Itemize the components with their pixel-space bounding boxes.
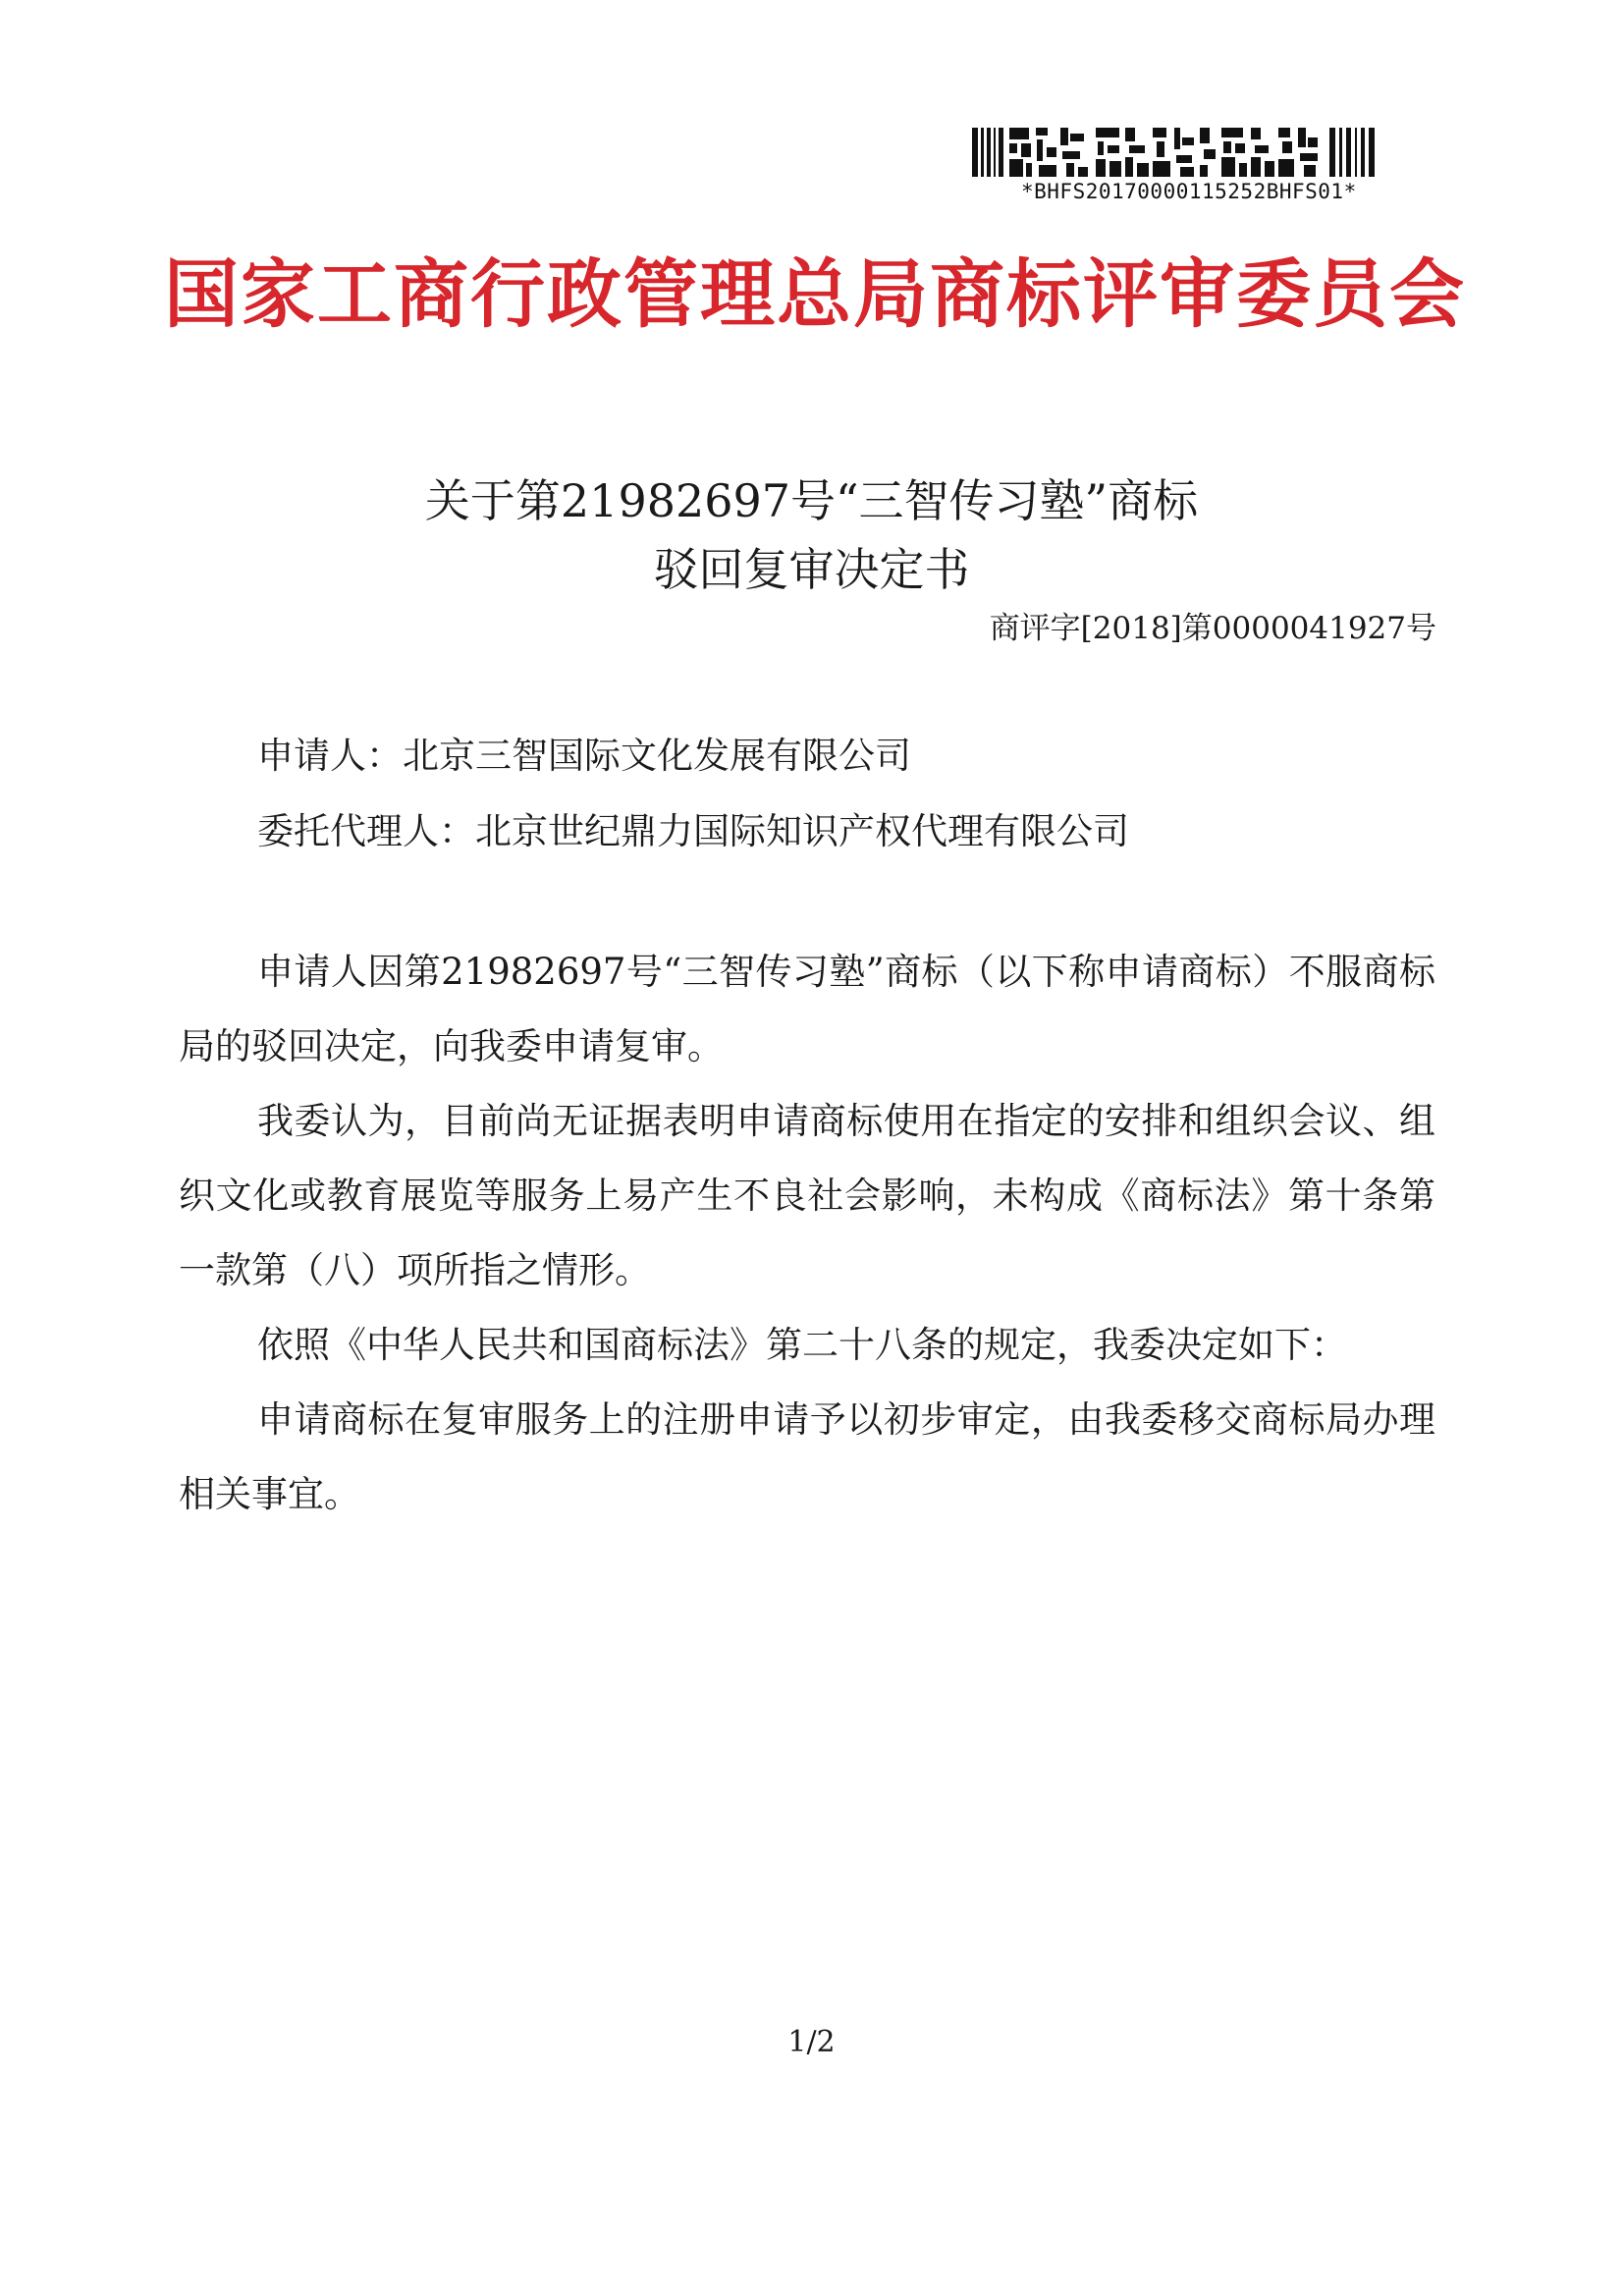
paragraph-legal-basis: 依照《中华人民共和国商标法》第二十八条的规定，我委决定如下： (257, 1324, 1347, 1366)
decision-body (179, 935, 1435, 1532)
paragraph-background: 申请人因第21982697号“三智传习塾”商标（以下称申请商标）不服商标局的驳回决定，向我委申请复审。 (179, 951, 1435, 1067)
reference-number: 商评字[2018]第0000041927号 (989, 611, 1436, 646)
page-number: 1/2 (787, 2025, 836, 2059)
paragraph-reasoning: 我委认为，目前尚无证据表明申请商标使用在指定的安排和组织会议、组织文化或教育展览等服务上易产生不良社会影响，未构成《商标法》第十条第一款第（八）项所指之情形。 (179, 1100, 1435, 1291)
organization-title: 国家工商行政管理总局商标评审委员会 (164, 250, 1466, 338)
document-title-line2: 驳回复审决定书 (653, 543, 970, 596)
barcode-number: *BHFS20170000115252BHFS01* (1021, 180, 1357, 203)
barcode (972, 128, 1384, 177)
agent: 委托代理人：北京世纪鼎力国际知识产权代理有限公司 (257, 810, 1129, 852)
paragraph-decision: 申请商标在复审服务上的注册申请予以初步审定，由我委移交商标局办理相关事宜。 (179, 1398, 1435, 1515)
document-title-line1: 关于第21982697号“三智传习塾”商标 (424, 474, 1199, 527)
applicant: 申请人：北京三智国际文化发展有限公司 (257, 735, 911, 777)
